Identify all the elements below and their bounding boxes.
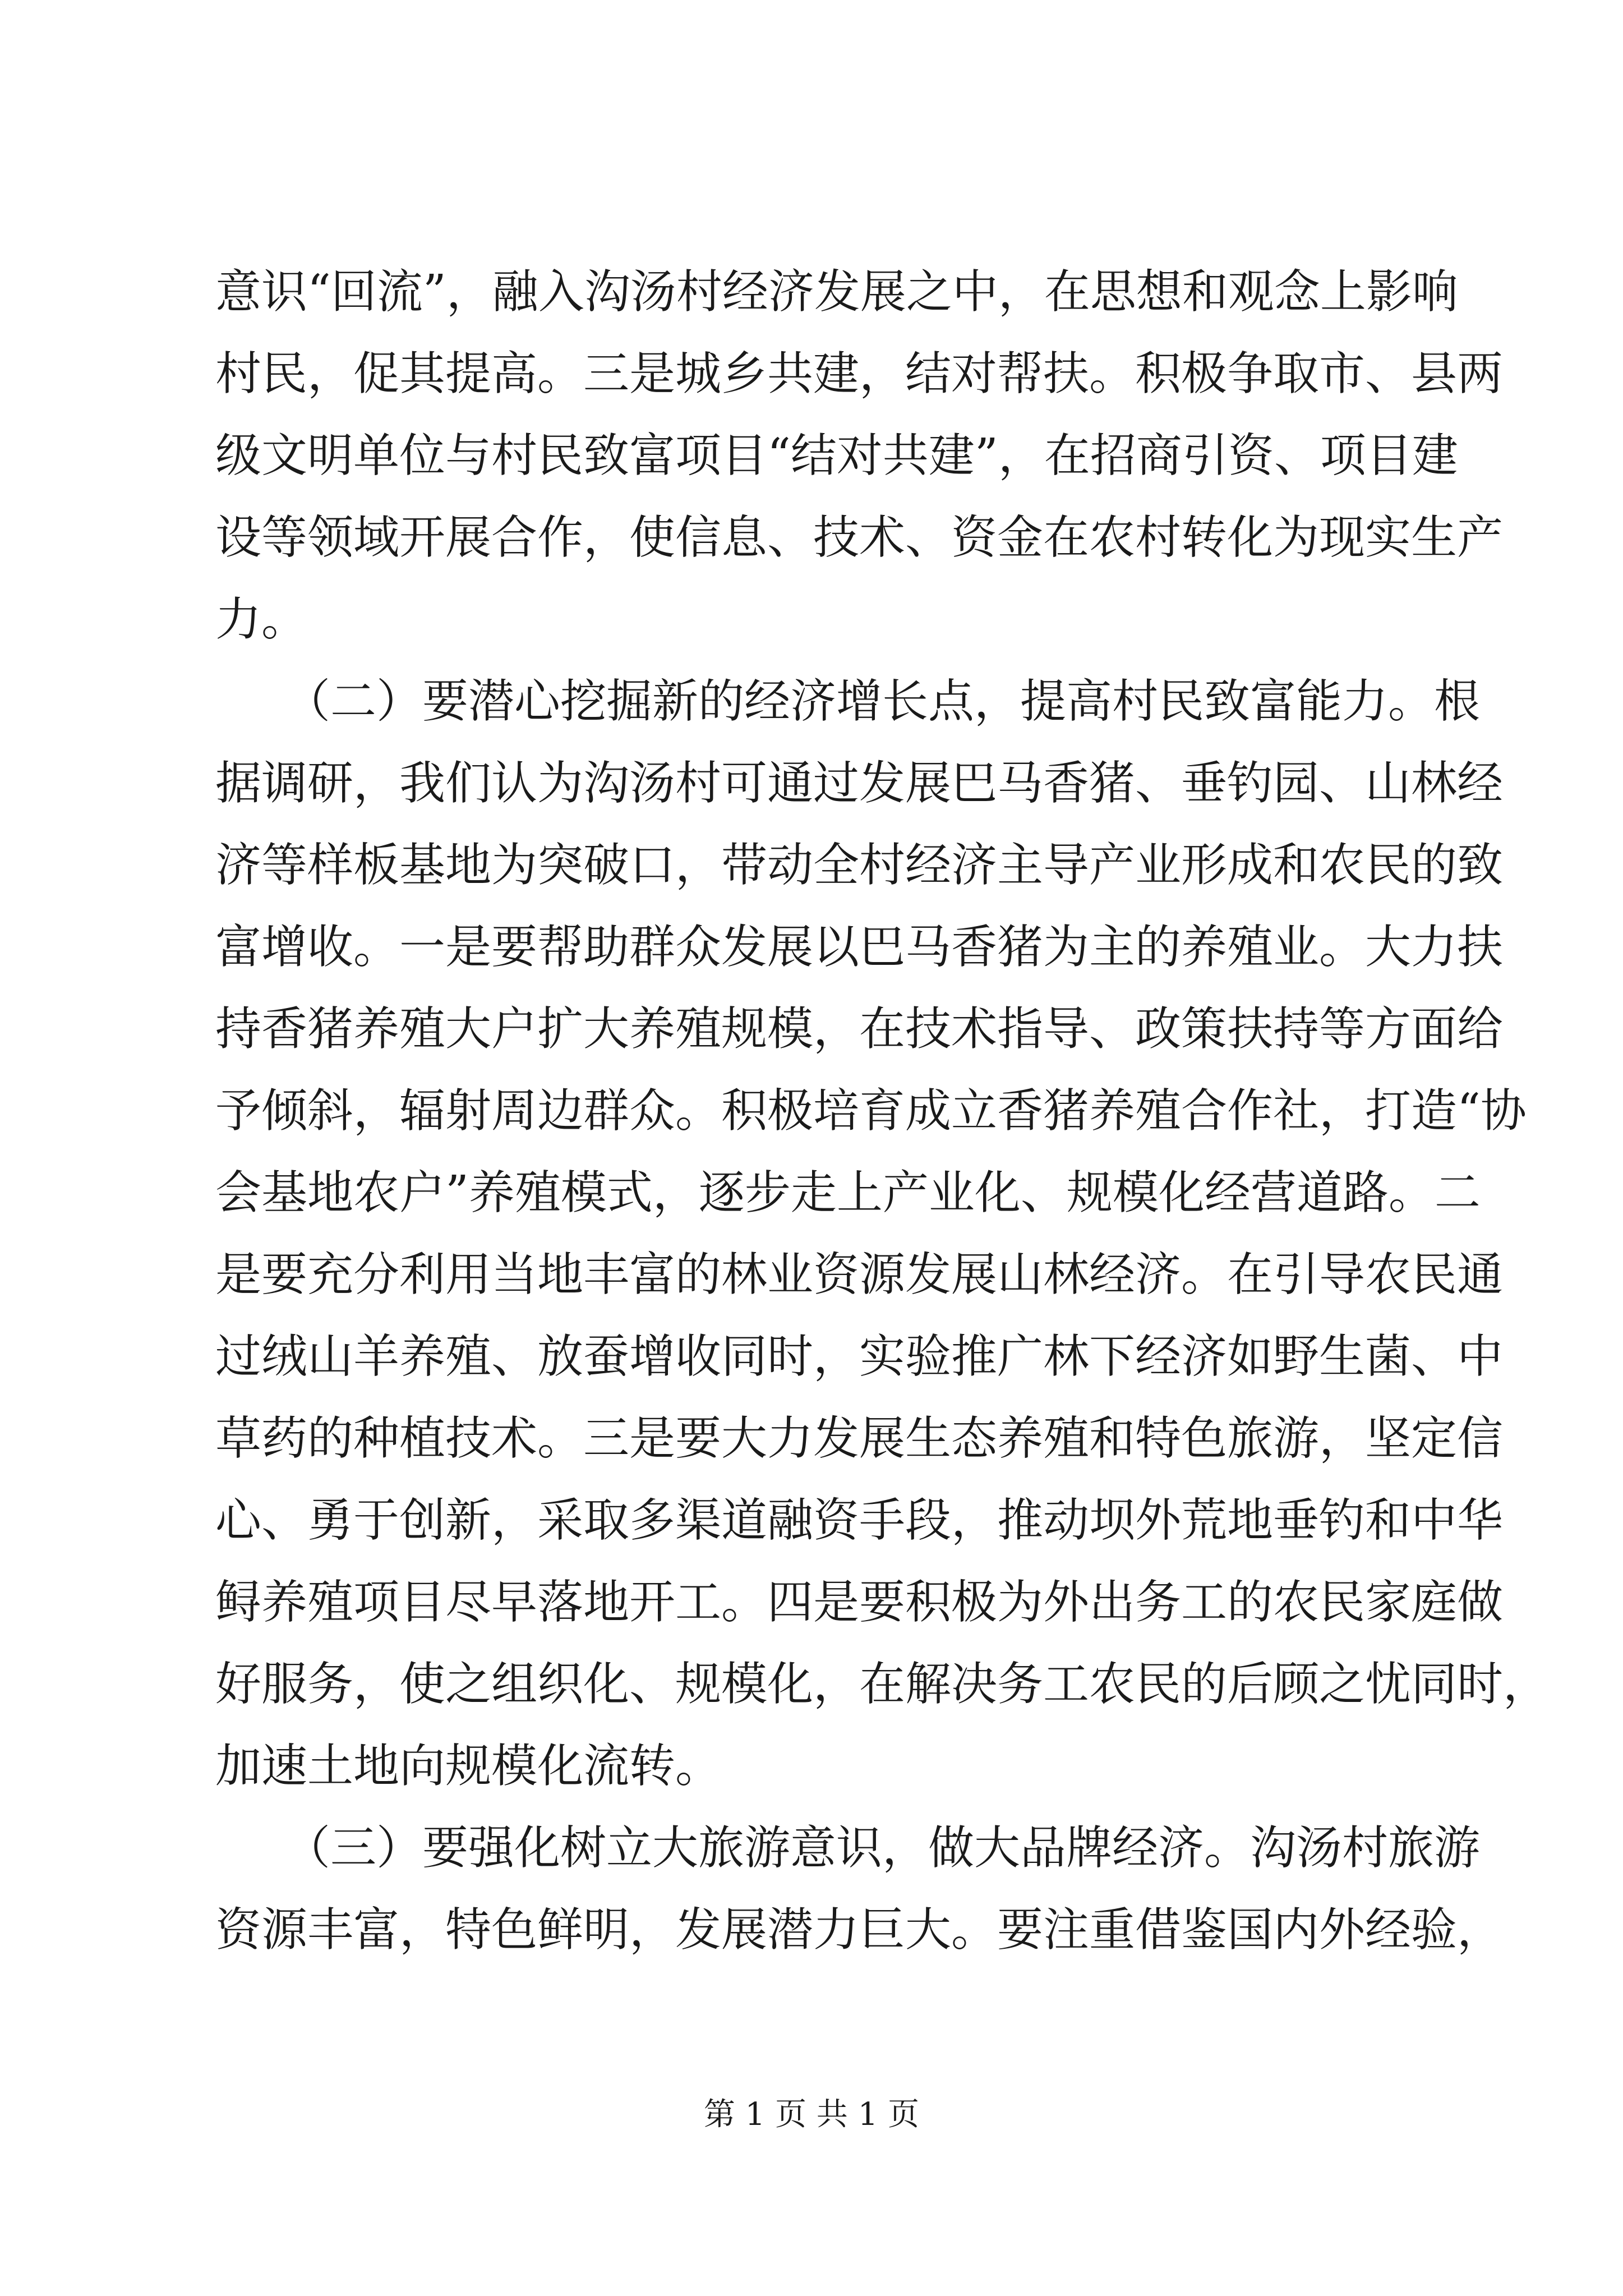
text-line: 设等领域开展合作，使信息、技术、资金在农村转化为现实生产 — [215, 511, 1504, 564]
text-line: 力。 — [215, 593, 308, 646]
page-number: 第 1 页 共 1 页 — [703, 2096, 920, 2133]
text-line: 予倾斜，辐射周边群众。积极培育成立香猪养殖合作社，打造“协 — [215, 1084, 1527, 1138]
text-line: 资源丰富，特色鲜明，发展潜力巨大。要注重借鉴国内外经验， — [215, 1903, 1504, 1957]
text-line: 据调研，我们认为沟汤村可通过发展巴马香猪、垂钓园、山林经 — [215, 757, 1504, 810]
body-text — [215, 251, 1550, 1971]
text-line: 级文明单位与村民致富项目“结对共建”，在招商引资、项目建 — [215, 429, 1458, 482]
text-line: 村民，促其提高。三是城乡共建，结对帮扶。积极争取市、县两 — [215, 347, 1504, 401]
text-line: 会基地农户”养殖模式，逐步走上产业化、规模化经营道路。二 — [215, 1166, 1481, 1220]
text-line: 草药的种植技术。三是要大力发展生态养殖和特色旅游，坚定信 — [215, 1412, 1504, 1465]
text-line: 富增收。一是要帮助群众发展以巴马香猪为主的养殖业。大力扶 — [215, 921, 1504, 974]
page-footer — [0, 2095, 1623, 2134]
text-line: （三）要强化树立大旅游意识，做大品牌经济。沟汤村旅游 — [215, 1821, 1481, 1875]
text-line: 济等样板基地为突破口，带动全村经济主导产业形成和农民的致 — [215, 839, 1504, 892]
text-line: （二）要潜心挖掘新的经济增长点，提高村民致富能力。根 — [215, 675, 1481, 728]
text-line: 心、勇于创新，采取多渠道融资手段，推动坝外荒地垂钓和中华 — [215, 1494, 1504, 1547]
text-line: 是要充分利用当地丰富的林业资源发展山林经济。在引导农民通 — [215, 1248, 1504, 1301]
text-line: 鲟养殖项目尽早落地开工。四是要积极为外出务工的农民家庭做 — [215, 1576, 1504, 1629]
text-line: 意识“回流”，融入沟汤村经济发展之中，在思想和观念上影响 — [215, 265, 1458, 319]
text-line: 好服务，使之组织化、规模化，在解决务工农民的后顾之忧同时， — [215, 1658, 1550, 1711]
text-line: 加速土地向规模化流转。 — [215, 1740, 722, 1793]
text-line: 过绒山羊养殖、放蚕增收同时，实验推广林下经济如野生菌、中 — [215, 1330, 1504, 1383]
text-line: 持香猪养殖大户扩大养殖规模，在技术指导、政策扶持等方面给 — [215, 1002, 1504, 1056]
